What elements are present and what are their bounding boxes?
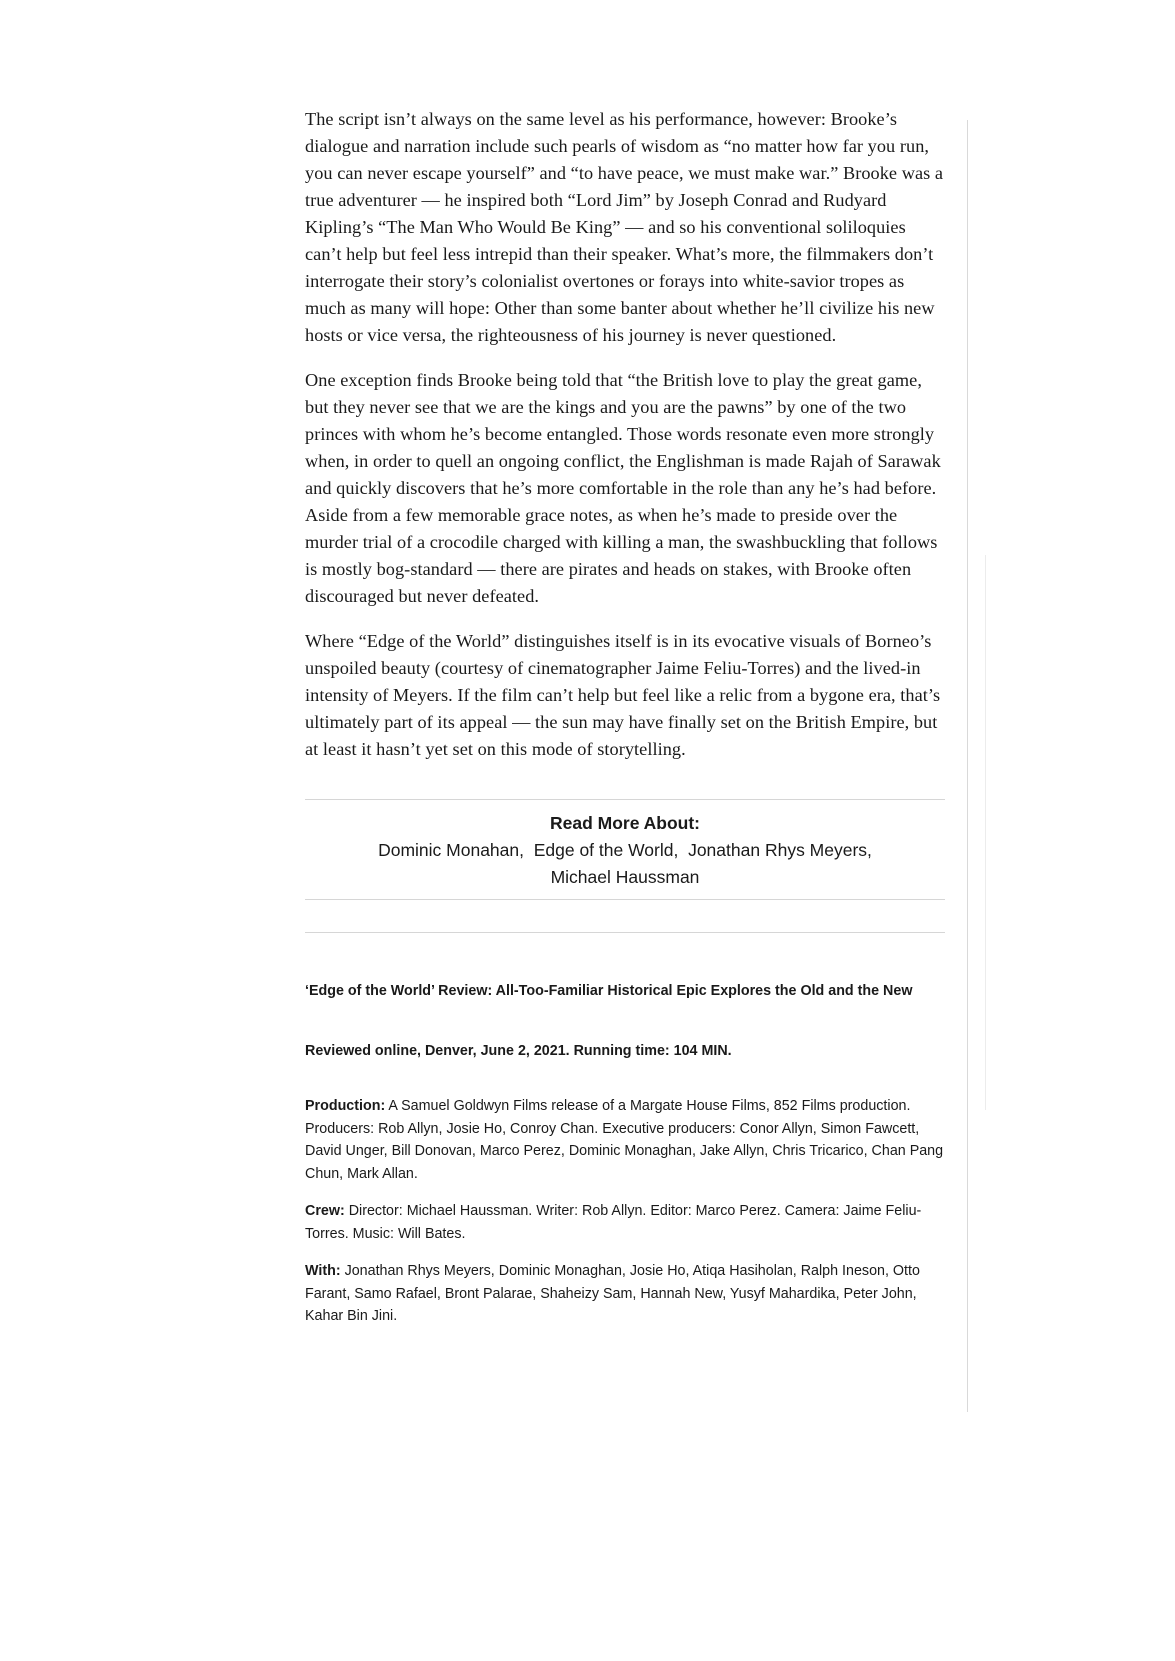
- article-paragraph-2: One exception finds Brooke being told that “the British love to play the great game, but they never see that we are the kings and you are the pawns” by one of the two princes with whom he’s become entangled. Those words resonate even more strongly when, in order to quell an ongoing conflict, the Englishman is made Rajah of Sarawak and quickly discovers that he’s more comfortable in the role than any he’s had before. Aside from a few memorable grace notes, as when he’s made to preside over the murder trial of a crocodile charged with killing a man, the swashbuckling that follows is mostly bog-standard — there are pirates and heads on stakes, with Brooke often discouraged but never defeated.: [305, 370, 941, 606]
- production-text: A Samuel Goldwyn Films release of a Margate House Films, 852 Films production. Producers: Rob Allyn, Josie Ho, Conroy Chan. Executive producers: Conor Allyn, Simon Fawcett, David Unger, Bill Donovan, Marco Perez, Dominic Monaghan, Jake Allyn, Chris Tricarico, Chan Pang Chun, Mark Allan.: [305, 1098, 944, 1182]
- article-body: [305, 106, 945, 1328]
- sidebar-divider: [967, 120, 968, 1412]
- credits-headline: ‘Edge of the World’ Review: All-Too-Familiar Historical Epic Explores the Old and the New: [305, 983, 913, 999]
- tag-link-michael-haussman[interactable]: Michael Haussman: [550, 867, 700, 887]
- sidebar-divider-faint: [985, 555, 986, 1110]
- credits-production: [305, 1095, 945, 1185]
- article-paragraph-1: The script isn’t always on the same level as his performance, however: Brooke’s dialogue and narration include such pearls of wisdom as “no matter how far you run, you can never escape yourself” and “to have peace, we must make war.” Brooke was a true adventurer — he inspired both “Lord Jim” by Joseph Conrad and Rudyard Kipling’s “The Man Who Would Be King” — and so his conventional soliloquies can’t help but feel less intrepid than their speaker. What’s more, the filmmakers don’t interrogate their story’s colonialist overtones or forays into white-savior tropes as much as many will hope: Other than some banter about whether he’ll civilize his new hosts or vice versa, the righteousness of his journey is never questioned.: [305, 109, 944, 345]
- with-text: Jonathan Rhys Meyers, Dominic Monaghan, Josie Ho, Atiqa Hasiholan, Ralph Ineson, Otto Farant, Samo Rafael, Bront Palarae, Shaheizy Sam, Hannah New, Yusyf Mahardika, Peter John, Kahar Bin Jini.: [305, 1263, 920, 1324]
- tag-link-jonathan-rhys-meyers[interactable]: Jonathan Rhys Meyers,: [688, 840, 872, 860]
- crew-label: Crew:: [305, 1203, 345, 1219]
- read-more-links: [305, 837, 945, 891]
- tag-link-dominic-monahan[interactable]: Dominic Monahan,: [378, 840, 524, 860]
- tag-link-edge-of-the-world[interactable]: Edge of the World,: [533, 840, 679, 860]
- with-label: With:: [305, 1263, 341, 1279]
- crew-text: Director: Michael Haussman. Writer: Rob Allyn. Editor: Marco Perez. Camera: Jaime Feliu-Torres. Music: Will Bates.: [305, 1203, 922, 1242]
- credits-divider: [305, 932, 945, 933]
- read-more-title: Read More About:: [549, 813, 701, 833]
- credits-cast: [305, 1260, 945, 1328]
- credits-crew: [305, 1200, 945, 1245]
- credits-reviewed: Reviewed online, Denver, June 2, 2021. Running time: 104 MIN.: [305, 1043, 732, 1059]
- production-label: Production:: [305, 1098, 386, 1114]
- article-paragraph-3: Where “Edge of the World” distinguishes itself is in its evocative visuals of Borneo’s unspoiled beauty (courtesy of cinematographer Jaime Feliu-Torres) and the lived-in intensity of Meyers. If the film can’t help but feel like a relic from a bygone era, that’s ultimately part of its appeal — the sun may have finally set on the British Empire, but at least it hasn’t yet set on this mode of storytelling.: [305, 631, 941, 759]
- read-more-box: [305, 799, 945, 900]
